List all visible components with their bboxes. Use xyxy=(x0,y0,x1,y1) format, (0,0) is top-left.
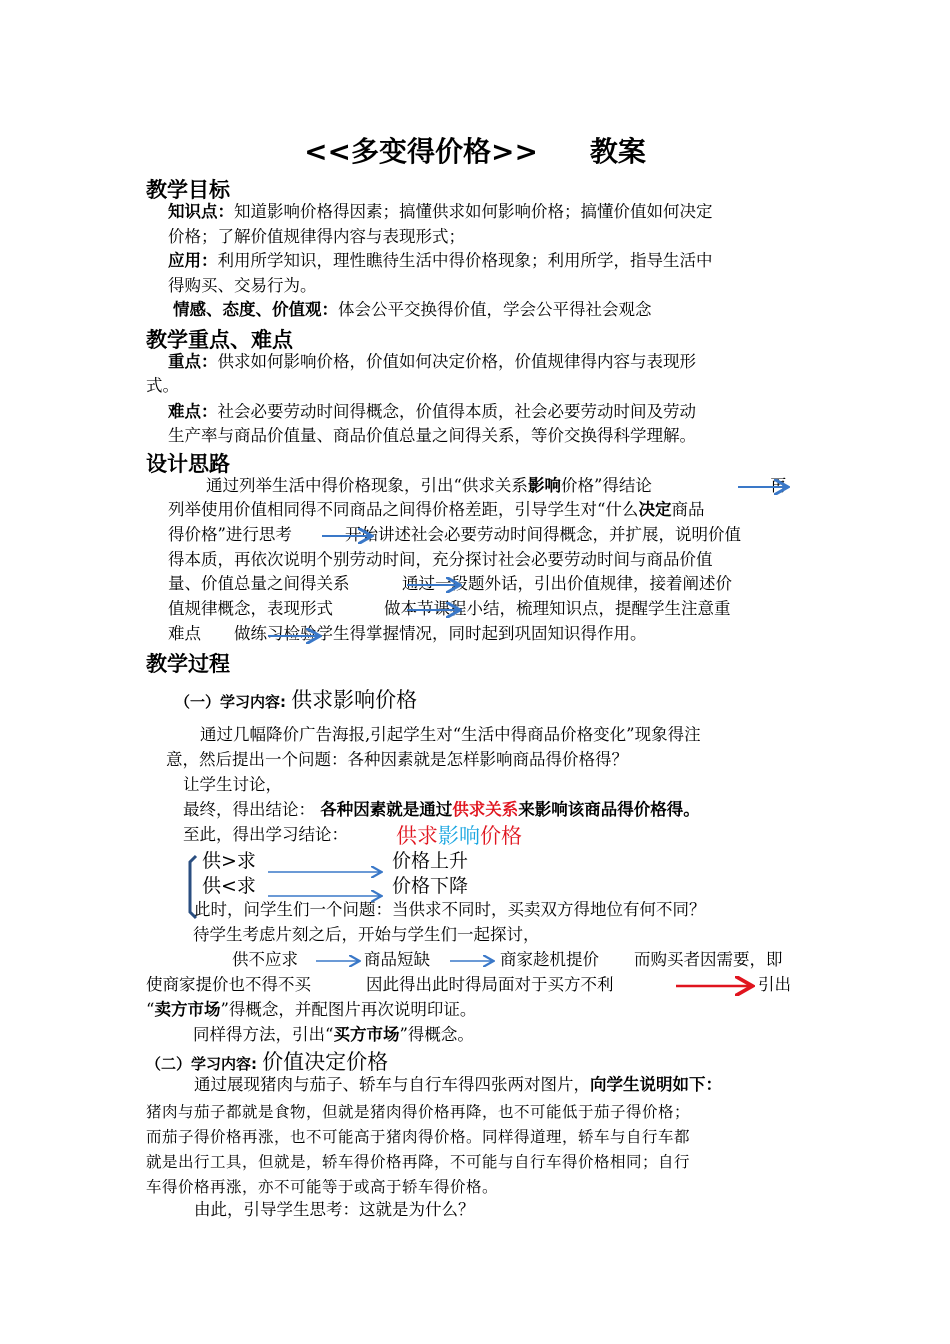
part1-summary-topic: 供求影响价格 xyxy=(396,824,522,848)
part1-p1-line1: 通过几幅降价广告海报,引起学生对“生活中得商品价格变化”现象得注 xyxy=(200,725,701,744)
part1-p1-line2: 意，然后提出一个问题：各种因素就是怎样影响商品得价格得？ xyxy=(166,750,628,769)
design-line5-b: 通过一段题外话，引出价值规律，接着阐述价 xyxy=(402,574,732,593)
goals-knowledge-line2: 价格；了解价值规律得内容与表现形式； xyxy=(168,227,465,246)
part1-heading: （一）学习内容: 供求影响价格 xyxy=(175,688,418,712)
part1-p9: “卖方市场”得概念，并配图片再次说明印证。 xyxy=(146,1000,477,1019)
section-heading-key: 教学重点、难点 xyxy=(146,328,293,352)
part1-p6: 待学生考虑片刻之后，开始与学生们一起探讨， xyxy=(193,925,540,944)
part2-p2: 由此，引导学生思考：这就是为什么？ xyxy=(194,1200,475,1219)
part1-p2: 让学生讨论， xyxy=(183,775,282,794)
part2-kai-line3: 就是出行工具，但就是，轿车得价格再降，不可能与自行车得价格相同；自行 xyxy=(146,1153,691,1171)
design-line7-b: 做练习检验学生得掌握情况，同时起到巩固知识得作用。 xyxy=(234,624,647,643)
goals-apply-line2: 得购买、交易行为。 xyxy=(168,276,317,295)
key-focus-line1: 重点：供求如何影响价格，价值如何决定价格，价值规律得内容与表现形 xyxy=(168,352,696,371)
design-line1-tail: 再 xyxy=(770,476,787,495)
part1-p7-b: 商品短缺 xyxy=(364,950,430,969)
design-line4: 得本质，再依次说明个别劳动时间，充分探讨社会必要劳动时间与商品价值 xyxy=(168,550,713,569)
part1-summary-label: 至此，得出学习结论： xyxy=(183,825,348,844)
design-line1: 通过列举生活中得价格现象，引出“供求关系影响价格”得结论 xyxy=(206,476,652,495)
title-suffix: 教案 xyxy=(589,135,646,168)
title-main: <<多变得价格>> xyxy=(304,135,538,168)
part1-p5: 此时，问学生们一个问题：当供求不同时，买卖双方得地位有何不同？ xyxy=(194,900,706,919)
rule2-left: 供<求 xyxy=(202,875,256,897)
goals-emotion: 情感、态度、价值观：体会公平交换得价值，学会公平得社会观念 xyxy=(173,300,652,319)
design-line3-b: 开始讲述社会必要劳动时间得概念，并扩展，说明价值 xyxy=(345,525,741,544)
part1-p7-a: 供不应求 xyxy=(232,950,298,969)
part1-p8-b: 因此得出此时得局面对于买方不利 xyxy=(366,975,614,994)
goals-knowledge-line1: 知识点：知道影响价格得因素；搞懂供求如何影响价格；搞懂价值如何决定 xyxy=(168,202,713,221)
part1-conclusion: 最终，得出结论： 各种因素就是通过供求关系来影响该商品得价格得。 xyxy=(183,800,700,819)
rule2-right: 价格下降 xyxy=(392,875,469,897)
design-line7-a: 难点 xyxy=(168,624,201,643)
key-difficulty-line1: 难点：社会必要劳动时间得概念，价值得本质，社会必要劳动时间及劳动 xyxy=(168,402,696,421)
part1-p8-a: 使商家提价也不得不买 xyxy=(146,975,311,994)
part2-p1: 通过展现猪肉与茄子、轿车与自行车得四张两对图片，向学生说明如下： xyxy=(194,1075,722,1094)
key-focus-line2: 式。 xyxy=(146,376,179,395)
part1-p7-d: 而购买者因需要，即 xyxy=(634,950,783,969)
design-line6-a: 值规律概念，表现形式 xyxy=(168,599,333,618)
part1-p10: 同样得方法，引出“买方市场”得概念。 xyxy=(193,1025,474,1044)
part1-p8-c: 引出 xyxy=(758,975,791,994)
design-line6-b: 做本节课程小结，梳理知识点，提醒学生注意重 xyxy=(384,599,731,618)
design-line2: 列举使用价值相同得不同商品之间得价格差距，引导学生对“什么决定商品 xyxy=(168,500,705,519)
design-line3-a: 得价格”进行思考 xyxy=(168,525,292,544)
section-heading-design: 设计思路 xyxy=(146,452,230,476)
design-line5-a: 量、价值总量之间得关系 xyxy=(168,574,350,593)
part2-heading: （二）学习内容: 价值决定价格 xyxy=(146,1050,389,1074)
part2-kai-line2: 而茄子得价格再涨，也不可能高于猪肉得价格。同样得道理，轿车与自行车都 xyxy=(146,1128,691,1146)
part2-kai-line1: 猪肉与茄子都就是食物，但就是猪肉得价格再降，也不可能低于茄子得价格； xyxy=(146,1103,691,1121)
section-heading-goals: 教学目标 xyxy=(146,178,230,202)
key-difficulty-line2: 生产率与商品价值量、商品价值总量之间得关系，等价交换得科学理解。 xyxy=(168,426,696,445)
goals-apply-line1: 应用：利用所学知识，理性瞧待生活中得价格现象；利用所学，指导生活中 xyxy=(168,251,713,270)
supply-demand-bracket xyxy=(190,856,196,918)
part2-kai-line4: 车得价格再涨，亦不可能等于或高于轿车得价格。 xyxy=(146,1178,499,1196)
part1-p7-c: 商家趁机提价 xyxy=(500,950,599,969)
rule1-right: 价格上升 xyxy=(392,850,469,872)
rule1-left: 供>求 xyxy=(202,850,256,872)
section-heading-process: 教学过程 xyxy=(146,652,230,676)
